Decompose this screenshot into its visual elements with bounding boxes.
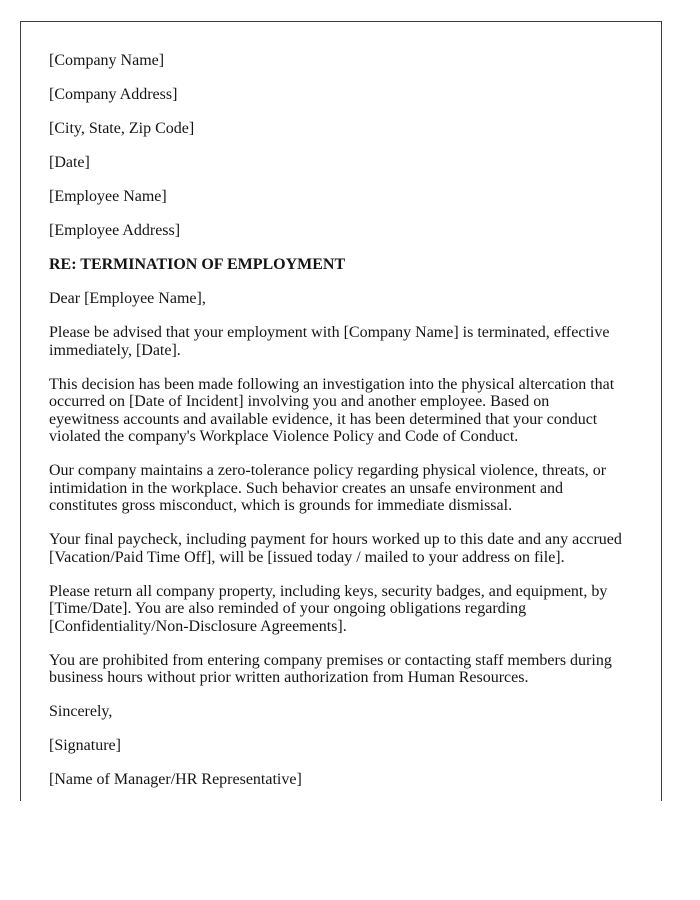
signature-placeholder: [Signature] bbox=[49, 737, 121, 754]
body-paragraph-investigation: This decision has been made following an investigation into the physical altercation that occurred on [Date of Incident] involving you and another employee. Based on eyewitness accounts and available evidence, it has been determined that your conduct violated the company's Workplace Violence Policy and Code of Conduct. bbox=[49, 375, 615, 445]
employee-address-line: [Employee Address] bbox=[49, 222, 181, 239]
termination-letter bbox=[21, 22, 661, 789]
closing: Sincerely, bbox=[49, 703, 113, 720]
body-paragraph-company-property: Please return all company property, including keys, security badges, and equipment, by [Time/Date]. You are also reminded of your ongoing obligations regarding [Confidentiality/Non-Disclosure Agreements]. bbox=[49, 582, 608, 635]
company-address-line: [Company Address] bbox=[49, 86, 178, 103]
employee-name-line: [Employee Name] bbox=[49, 188, 167, 205]
date-line: [Date] bbox=[49, 154, 90, 171]
body-paragraph-termination-notice: Please be advised that your employment with [Company Name] is terminated, effective immediately, [Date]. bbox=[49, 324, 610, 359]
signer-name-placeholder: [Name of Manager/HR Representative] bbox=[49, 771, 302, 788]
letter-page-frame bbox=[20, 21, 662, 801]
body-paragraph-zero-tolerance: Our company maintains a zero-tolerance policy regarding physical violence, threats, or intimidation in the workplace. Such behavior creates an unsafe environment and constitutes gross misconduct, which is grounds for immediate dismissal. bbox=[49, 462, 607, 514]
body-paragraph-final-paycheck: Your final paycheck, including payment for hours worked up to this date and any accrued [Vacation/Paid Time Off], will be [issued today / mailed to your address on file]. bbox=[49, 531, 622, 566]
company-name-line: [Company Name] bbox=[49, 52, 165, 69]
body-paragraph-premises-prohibition: You are prohibited from entering company premises or contacting staff members during business hours without prior written authorization from Human Resources. bbox=[49, 651, 612, 686]
subject-line: RE: TERMINATION OF EMPLOYMENT bbox=[49, 256, 346, 273]
city-state-zip-line: [City, State, Zip Code] bbox=[49, 120, 195, 137]
salutation: Dear [Employee Name], bbox=[49, 290, 206, 307]
